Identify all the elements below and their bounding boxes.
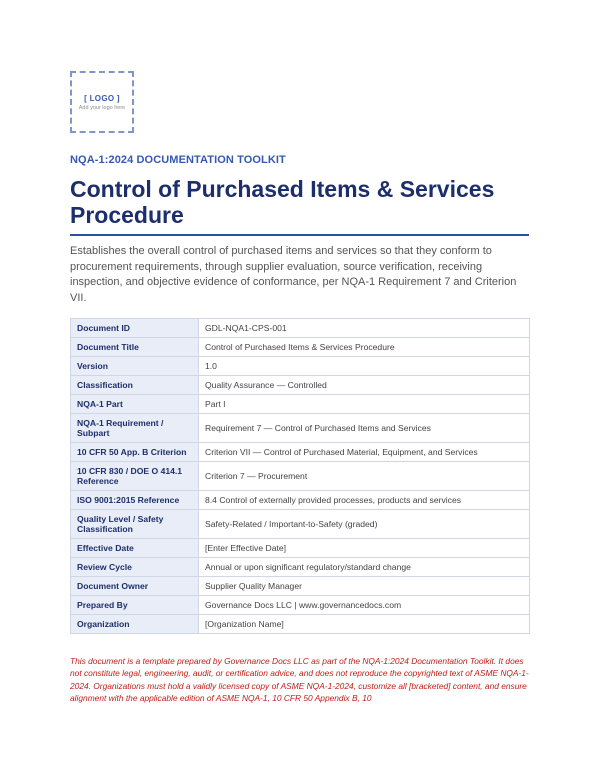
row-value: Control of Purchased Items & Services Procedure bbox=[199, 338, 530, 357]
row-key: 10 CFR 830 / DOE O 414.1 Reference bbox=[71, 462, 199, 491]
row-key: Quality Level / Safety Classification bbox=[71, 510, 199, 539]
row-key: Organization bbox=[71, 615, 199, 634]
table-row bbox=[71, 357, 530, 376]
row-key: Prepared By bbox=[71, 596, 199, 615]
table-row bbox=[71, 491, 530, 510]
row-value: Criterion 7 — Procurement bbox=[199, 462, 530, 491]
row-key: Version bbox=[71, 357, 199, 376]
row-value: Supplier Quality Manager bbox=[199, 577, 530, 596]
document-metadata-table bbox=[70, 318, 530, 634]
row-key: Review Cycle bbox=[71, 558, 199, 577]
logo-subtitle: Add your logo here bbox=[78, 104, 126, 111]
row-value: Quality Assurance — Controlled bbox=[199, 376, 530, 395]
table-row bbox=[71, 596, 530, 615]
row-key: NQA-1 Part bbox=[71, 395, 199, 414]
row-key: NQA-1 Requirement / Subpart bbox=[71, 414, 199, 443]
logo-title: [ LOGO ] bbox=[84, 93, 120, 103]
table-row bbox=[71, 539, 530, 558]
table-row bbox=[71, 338, 530, 357]
row-value: Requirement 7 — Control of Purchased Items and Services bbox=[199, 414, 530, 443]
table-row bbox=[71, 462, 530, 491]
row-key: Document ID bbox=[71, 319, 199, 338]
row-key: Document Title bbox=[71, 338, 199, 357]
row-value: 8.4 Control of externally provided processes, products and services bbox=[199, 491, 530, 510]
row-value: Safety-Related / Important-to-Safety (graded) bbox=[199, 510, 530, 539]
row-key: Document Owner bbox=[71, 577, 199, 596]
row-key: 10 CFR 50 App. B Criterion bbox=[71, 443, 199, 462]
toolkit-kicker: NQA-1:2024 DOCUMENTATION TOOLKIT bbox=[70, 154, 286, 166]
intro-paragraph: Establishes the overall control of purchased items and services so that they conform to procurement requirements, through supplier evaluation, source verification, receiving inspection, and objective evidence of conformance, per NQA-1 Requirement 7 and Criterion VII. bbox=[70, 245, 517, 304]
document-title: Control of Purchased Items & Services Procedure bbox=[70, 176, 495, 228]
row-value: Annual or upon significant regulatory/standard change bbox=[199, 558, 530, 577]
row-key: Effective Date bbox=[71, 539, 199, 558]
title-divider bbox=[70, 234, 529, 236]
disclaimer-text: This document is a template prepared by Governance Docs LLC as part of the NQA-1:2024 Documentation Toolkit. It does not constitute legal, engineering, audit, or certification advice, and does not reproduce the copyrighted text of ASME NQA-1-2024. Organizations must hold a validly licensed copy of ASME NQA-1-2024, customize all [bracketed] content, and ensure alignment with the applicable edition of ASME NQA-1, 10 CFR 50 Appendix B, 10 bbox=[70, 656, 529, 703]
table-row bbox=[71, 577, 530, 596]
table-row bbox=[71, 395, 530, 414]
row-value: [Enter Effective Date] bbox=[199, 539, 530, 558]
row-key: Classification bbox=[71, 376, 199, 395]
table-row bbox=[71, 319, 530, 338]
table-row bbox=[71, 414, 530, 443]
table-row bbox=[71, 443, 530, 462]
row-value: Criterion VII — Control of Purchased Material, Equipment, and Services bbox=[199, 443, 530, 462]
table-row bbox=[71, 510, 530, 539]
row-key: ISO 9001:2015 Reference bbox=[71, 491, 199, 510]
table-row bbox=[71, 558, 530, 577]
table-row bbox=[71, 615, 530, 634]
row-value: [Organization Name] bbox=[199, 615, 530, 634]
table-row bbox=[71, 376, 530, 395]
logo-placeholder bbox=[70, 71, 134, 133]
row-value: Governance Docs LLC | www.governancedocs.com bbox=[199, 596, 530, 615]
row-value: GDL-NQA1-CPS-001 bbox=[199, 319, 530, 338]
row-value: Part I bbox=[199, 395, 530, 414]
row-value: 1.0 bbox=[199, 357, 530, 376]
